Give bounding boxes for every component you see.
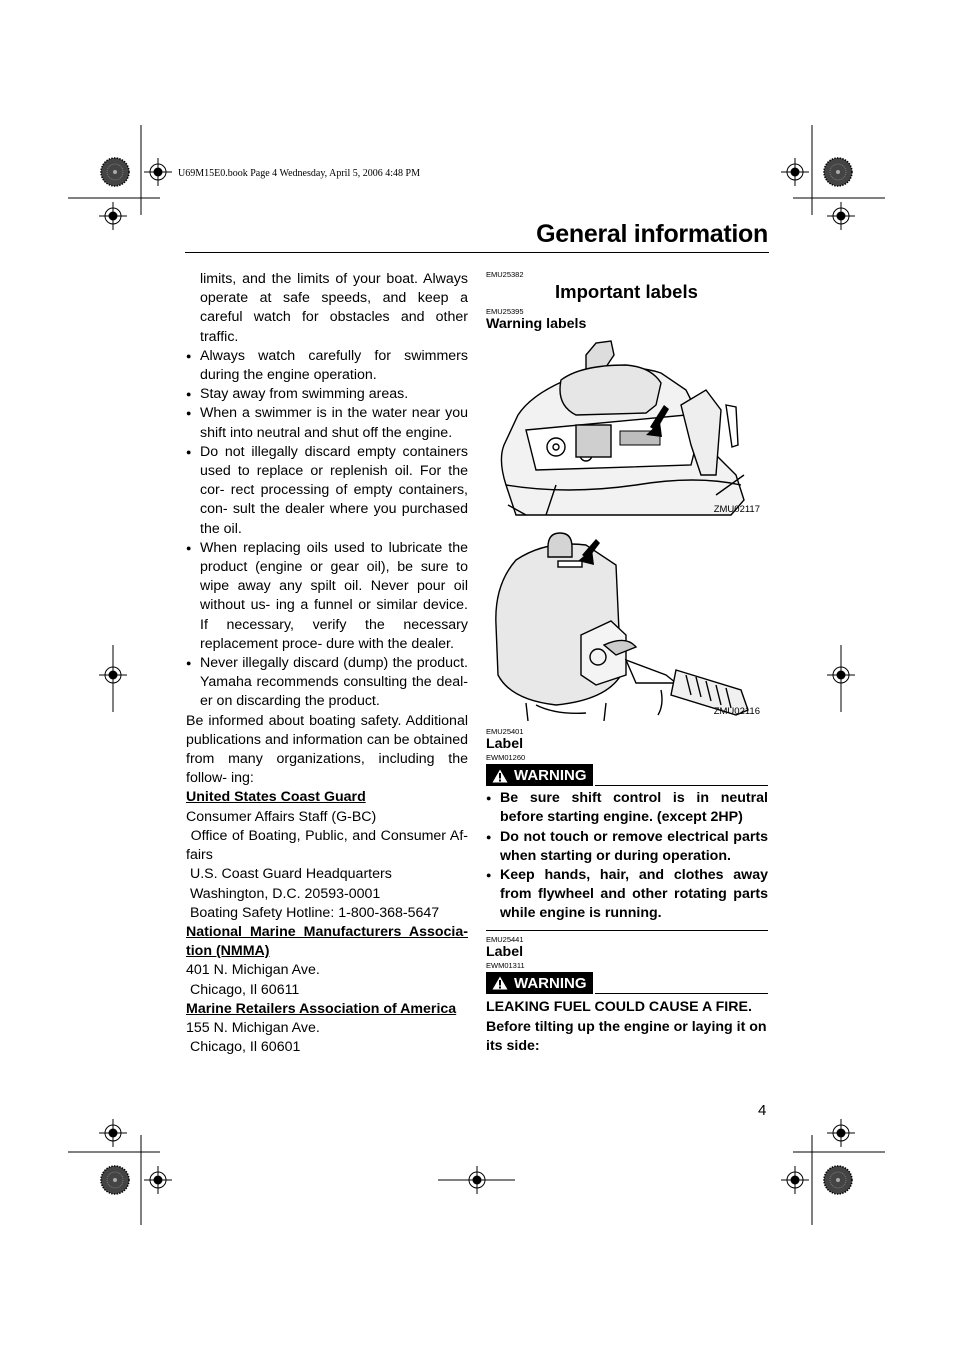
list-item: ● When a swimmer is in the water near you shift into neutral and shut off the engine.	[186, 404, 468, 442]
list-item: ● Do not touch or remove electrical parts when starting or during operation.	[486, 828, 768, 866]
warning-text: WARNING	[514, 767, 587, 784]
continued-paragraph: limits, and the limits of your boat. Always operate at safe speeds, and keep a careful watch for obstacles and other traffic.	[200, 271, 468, 345]
warning-line: Before tilting up the engine or laying it on its side:	[486, 1018, 767, 1054]
warning-rule	[595, 785, 769, 786]
label-heading: Label	[486, 943, 524, 960]
label-heading: Label	[486, 736, 524, 752]
warning-rule	[595, 993, 769, 994]
org-line: 401 N. Michigan Ave.	[186, 962, 320, 979]
figure-code: ZMU02117	[713, 503, 760, 515]
org-line: Chicago, Il 60601	[186, 1039, 301, 1056]
warning-end-rule	[486, 930, 768, 931]
warning-banner	[486, 764, 768, 786]
label-code: EMU25401	[486, 727, 524, 736]
warning-line: LEAKING FUEL COULD CAUSE A FIRE.	[486, 998, 752, 1015]
list-item: ● Always watch carefully for swimmers during the engine operation.	[186, 347, 468, 385]
org-name-uscg: United States Coast Guard	[186, 789, 366, 806]
warning-text: WARNING	[514, 974, 587, 992]
org-line: Chicago, Il 60611	[186, 981, 300, 998]
figure-engine-front	[486, 525, 768, 721]
list-item: ● When replacing oils used to lubricate the product (engine or gear oil), be sure to wipe away any spilt oil. Never pour oil without us- ing a funnel or similar device. If necessary, verify the necessary replacement proce- dure with the dealer.	[186, 539, 468, 654]
warning-box	[486, 972, 593, 994]
list-item: ● Keep hands, hair, and clothes away from flywheel and other rotating parts while engine is running.	[486, 866, 768, 924]
warning-code: EWM01260	[486, 753, 526, 762]
warning-code: EWM01311	[486, 960, 525, 970]
org-line: Consumer Affairs Staff (G-BC)	[186, 808, 377, 825]
label-code: EMU25441	[486, 934, 524, 944]
page-title: General information	[536, 220, 768, 248]
warning-banner	[486, 972, 768, 994]
left-column	[186, 270, 472, 1057]
figure-engine-side	[486, 335, 768, 521]
subsection-heading: Warning labels	[486, 316, 587, 332]
section-heading: Important labels	[555, 281, 698, 302]
title-rule	[185, 252, 769, 253]
org-line: U.S. Coast Guard Headquarters	[186, 866, 392, 883]
warning-box	[486, 764, 593, 786]
figure-code: ZMU02116	[713, 705, 760, 717]
list-item: ● Do not illegally discard empty containers used to replace or replenish oil. For the cor- rect processing of empty containers, con- sult the dealer where you purchased the oil.	[186, 443, 468, 539]
book-header-line: U69M15E0.book Page 4 Wednesday, April 5, 2006 4:48 PM	[178, 168, 420, 179]
list-item: ● Never illegally discard (dump) the product. Yamaha recommends consulting the deal- er on discarding the product.	[186, 654, 468, 712]
warning-triangle-icon	[492, 976, 508, 990]
engine-front-illustration	[486, 525, 768, 721]
org-line: Boating Safety Hotline: 1-800-368-5647	[186, 904, 440, 921]
org-name-nmma: National Marine Manufacturers Associa- tion (NMMA)	[186, 923, 468, 960]
org-name-mraa: Marine Retailers Association of America	[186, 1000, 457, 1017]
right-column	[486, 270, 768, 1056]
info-paragraph: Be informed about boating safety. Additional publications and information can be obtained from many organizations, including the follow- ing:	[186, 712, 468, 787]
org-line: Office of Boating, Public, and Consumer Af- fairs	[186, 827, 472, 864]
page-number: 4	[758, 1102, 767, 1119]
engine-side-illustration	[486, 335, 768, 521]
section-code: EMU25382	[486, 270, 524, 279]
subsection-code: EMU25395	[486, 307, 524, 316]
org-line: 155 N. Michigan Ave.	[186, 1019, 320, 1036]
list-item: ● Be sure shift control is in neutral before starting engine. (except 2HP)	[486, 789, 768, 827]
org-line: Washington, D.C. 20593-0001	[186, 885, 381, 902]
warning-triangle-icon	[492, 769, 508, 783]
list-item: ● Stay away from swimming areas.	[186, 385, 468, 404]
